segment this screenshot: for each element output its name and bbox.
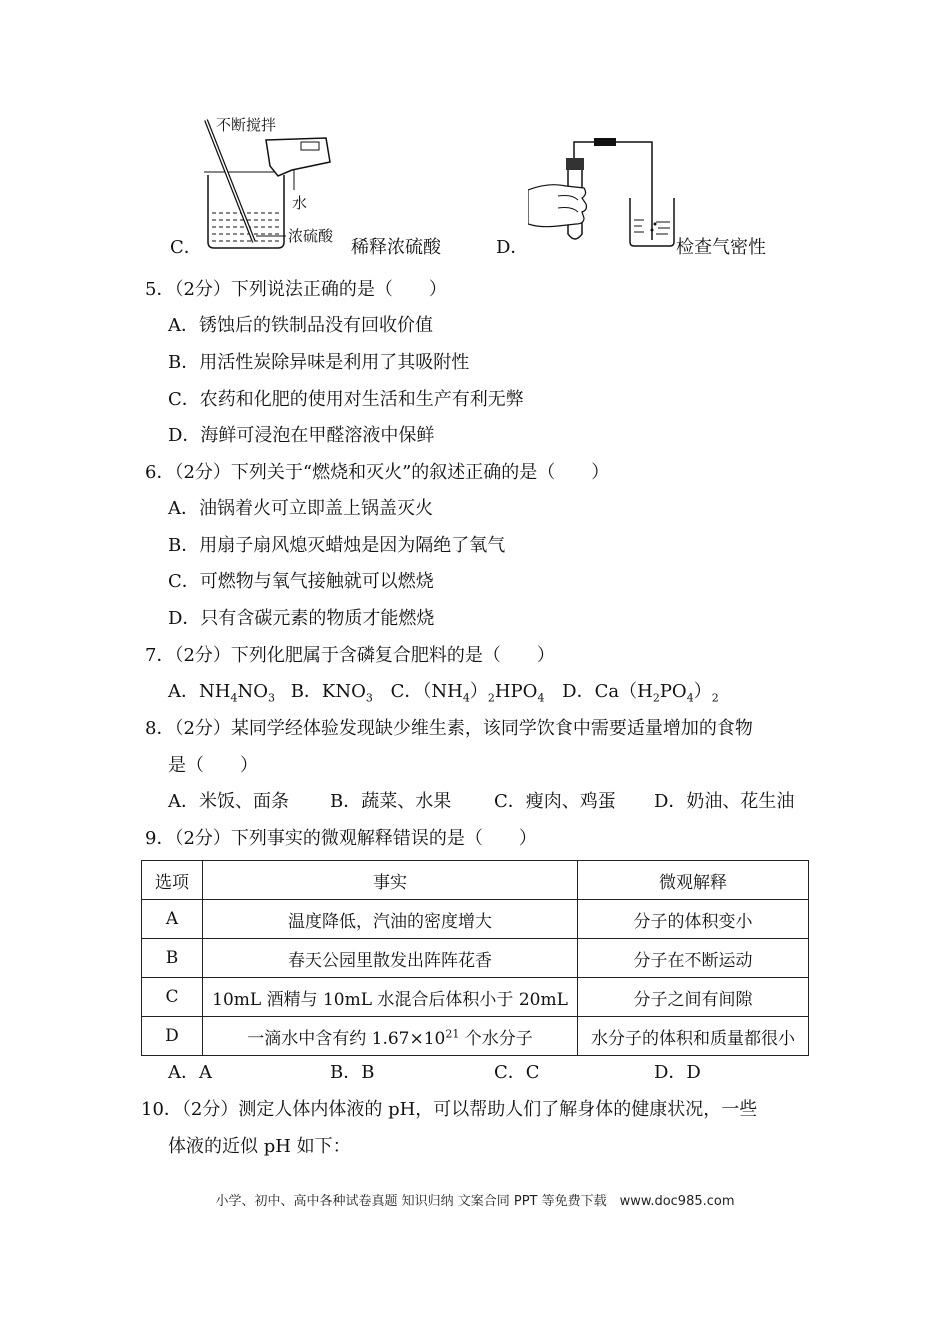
table-row bbox=[142, 1017, 809, 1056]
q9-option-c: C．C bbox=[494, 1062, 540, 1083]
table-header-row bbox=[142, 861, 809, 900]
q8-option-a: A．米饭、面条 bbox=[168, 791, 289, 812]
figure-c-caption: 稀释浓硫酸 bbox=[351, 237, 441, 258]
page-footer: 小学、初中、高中各种试卷真题 知识归纳 文案合同 PPT 等免费下载 www.doc985.com bbox=[215, 1194, 735, 1209]
q9-option-d: D．D bbox=[654, 1062, 701, 1083]
q6-stem: 6．（2分）下列关于“燃烧和灭火”的叙述正确的是（ ） bbox=[145, 462, 610, 483]
q10-stem-line2: 体液的近似 pH 如下： bbox=[168, 1136, 351, 1157]
q9-stem: 9．（2分）下列事实的微观解释错误的是（ ） bbox=[145, 828, 537, 849]
figure-c-option-label: C． bbox=[170, 237, 202, 258]
q7-option-c: C．$(NH_4)_2HPO_4$ bbox=[390, 681, 545, 705]
q9-table bbox=[141, 860, 809, 1056]
table-cell: 温度降低，汽油的密度增大 bbox=[203, 900, 578, 939]
q8-option-c: C．瘦肉、鸡蛋 bbox=[494, 791, 616, 812]
table-cell: C bbox=[142, 978, 203, 1017]
q8-stem-line2: 是（ ） bbox=[168, 755, 258, 776]
q5-option-d: D．海鲜可浸泡在甲醛溶液中保鲜 bbox=[168, 425, 435, 446]
q5-option-c: C．农药和化肥的使用对生活和生产有利无弊 bbox=[168, 389, 524, 410]
table-cell: A bbox=[142, 900, 203, 939]
table-cell: 分子之间有间隙 bbox=[578, 978, 809, 1017]
q5-option-a: A．锈蚀后的铁制品没有回收价值 bbox=[168, 315, 433, 336]
header-cell-explanation: 微观解释 bbox=[578, 861, 809, 900]
figure-c-acid-label: 浓硫酸 bbox=[288, 227, 334, 245]
q7-option-b: B．$KNO_3$ bbox=[290, 681, 373, 705]
q5-stem: 5．（2分）下列说法正确的是（ ） bbox=[145, 279, 447, 300]
table-cell: D bbox=[142, 1017, 203, 1056]
table-cell: 春天公园里散发出阵阵花香 bbox=[203, 939, 578, 978]
figure-d-airtightness-illustration bbox=[528, 130, 678, 255]
figure-c-stir-label: 不断搅拌 bbox=[216, 116, 277, 134]
table-cell: 水分子的体积和质量都很小 bbox=[578, 1017, 809, 1056]
q8-stem-line1: 8．（2分）某同学经体验发现缺少维生素，该同学饮食中需要适量增加的食物 bbox=[145, 718, 753, 739]
table-cell: 10mL 酒精与 10mL 水混合后体积小于 20mL bbox=[203, 978, 578, 1017]
q6-option-b: B．用扇子扇风熄灭蜡烛是因为隔绝了氧气 bbox=[168, 535, 506, 556]
q7-options bbox=[168, 680, 719, 711]
table-row bbox=[142, 939, 809, 978]
q7-option-a: A．$NH_4NO_3$ bbox=[168, 681, 275, 705]
figure-d-caption: 检查气密性 bbox=[676, 237, 766, 258]
figure-d-option-label: D． bbox=[496, 237, 529, 258]
header-cell-option: 选项 bbox=[142, 861, 203, 900]
table-cell: 分子在不断运动 bbox=[578, 939, 809, 978]
q6-option-a: A．油锅着火可立即盖上锅盖灭火 bbox=[168, 498, 433, 519]
table-cell: 分子的体积变小 bbox=[578, 900, 809, 939]
table-cell: 一滴水中含有约 $1.67\times 10^{21}$ 个水分子 bbox=[203, 1017, 578, 1056]
figure-c-water-label: 水 bbox=[292, 194, 308, 212]
table-row bbox=[142, 978, 809, 1017]
q6-option-d: D．只有含碳元素的物质才能燃烧 bbox=[168, 608, 435, 629]
q7-option-d: D．$Ca(H_2PO_4)_2$ bbox=[562, 681, 719, 705]
figure-c-dilution-illustration bbox=[196, 110, 336, 260]
q9-option-b: B．B bbox=[330, 1062, 375, 1083]
q6-option-c: C．可燃物与氧气接触就可以燃烧 bbox=[168, 571, 434, 592]
q9-option-a: A．A bbox=[168, 1062, 212, 1083]
table-row bbox=[142, 900, 809, 939]
header-cell-fact: 事实 bbox=[203, 861, 578, 900]
q7-stem: 7．（2分）下列化肥属于含磷复合肥料的是（ ） bbox=[145, 645, 555, 666]
q5-option-b: B．用活性炭除异味是利用了其吸附性 bbox=[168, 352, 470, 373]
table-cell: B bbox=[142, 939, 203, 978]
q8-option-b: B．蔬菜、水果 bbox=[330, 791, 452, 812]
q8-option-d: D．奶油、花生油 bbox=[654, 791, 795, 812]
q10-stem-line1: 10．（2分）测定人体内体液的 pH，可以帮助人们了解身体的健康状况，一些 bbox=[141, 1099, 758, 1120]
